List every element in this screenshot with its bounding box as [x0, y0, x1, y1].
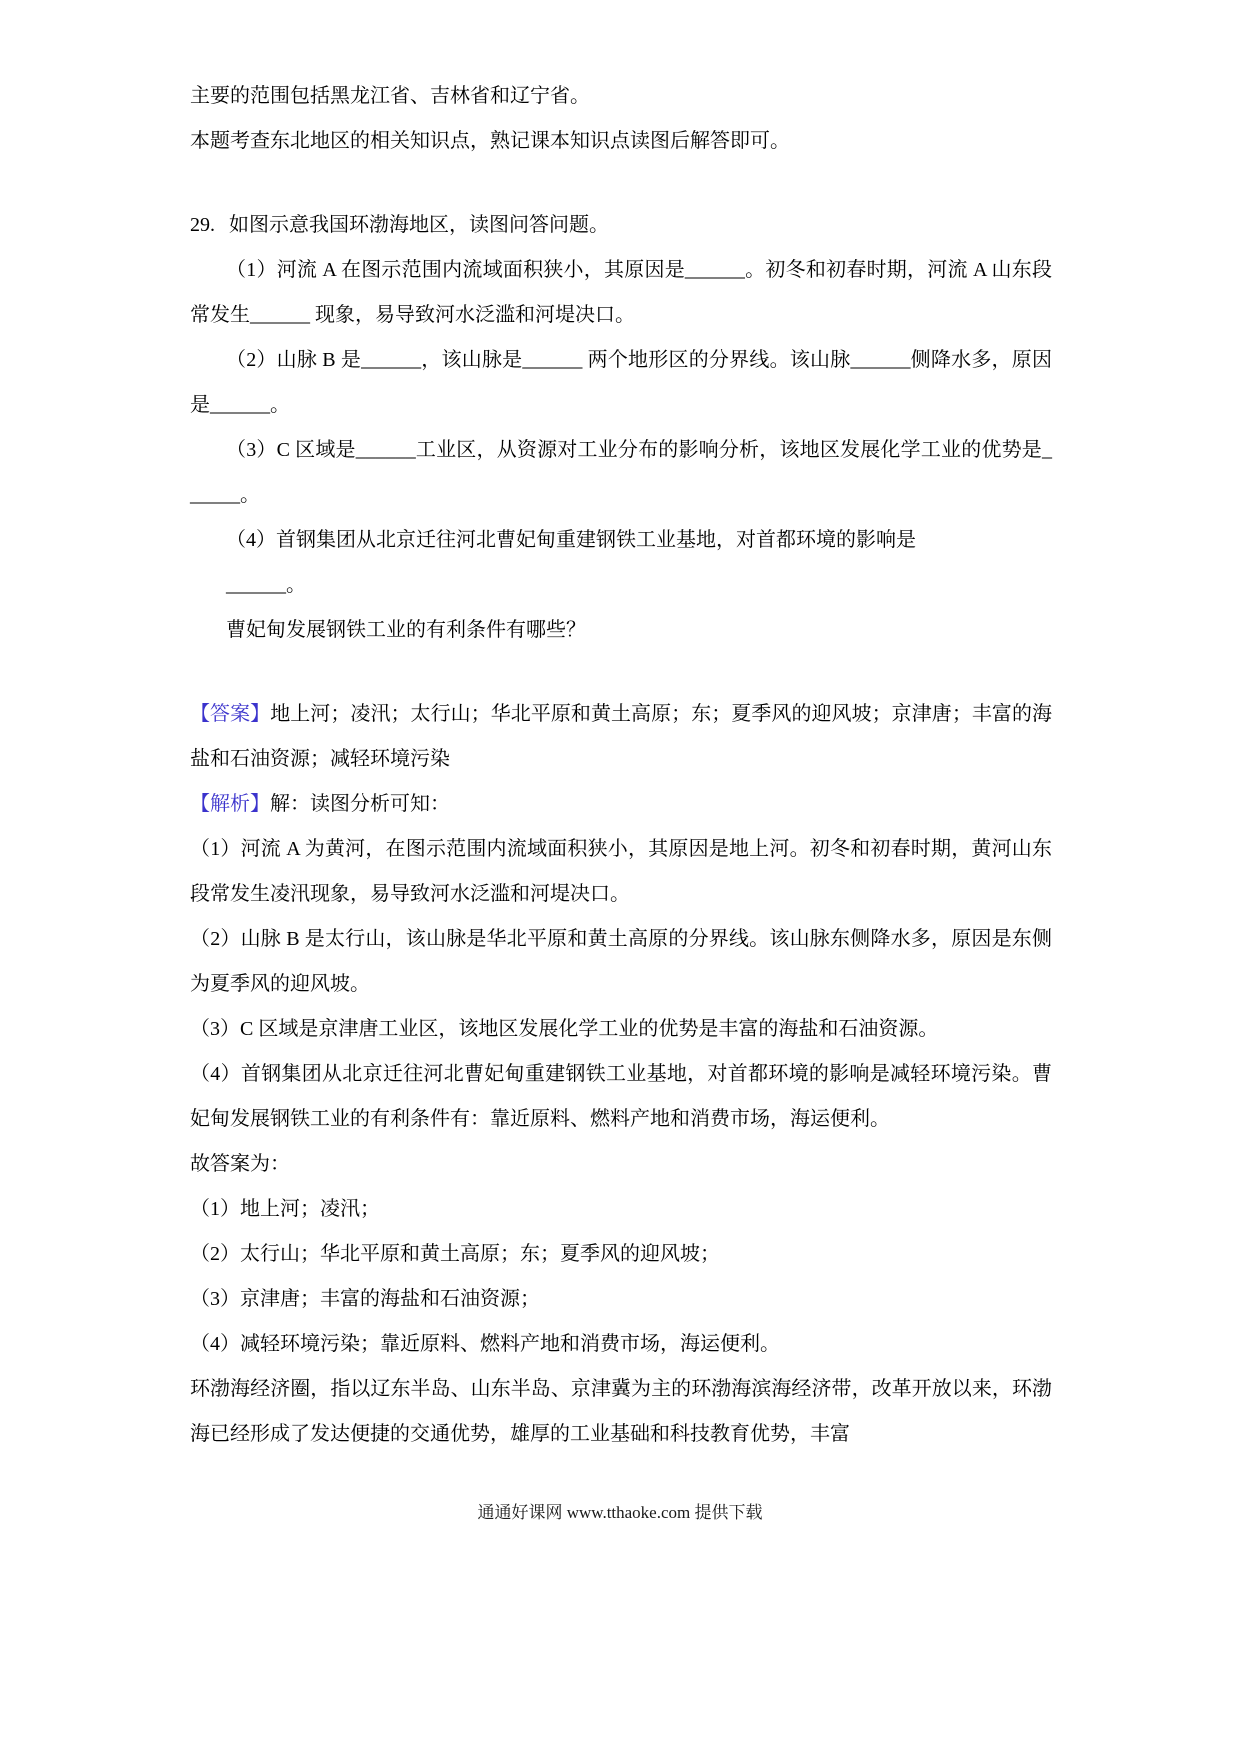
- answer-paragraph: [190, 692, 1052, 782]
- question-number: 29.: [190, 214, 215, 236]
- analysis-heading: [190, 782, 1052, 827]
- analysis-extension-paragraph: 环渤海经济圈，指以辽东半岛、山东半岛、京津冀为主的环渤海滨海经济带，改革开放以来，环渤海已经形成了发达便捷的交通优势，雄厚的工业基础和科技教育优势，丰富: [190, 1378, 1052, 1445]
- analysis-summary-heading: 故答案为：: [190, 1153, 290, 1175]
- question-part-1: （1）河流 A 在图示范围内流域面积狭小，其原因是______。初冬和初春时期，河流 A 山东段常发生______ 现象，易导致河水泛滥和河堤决口。: [190, 259, 1052, 326]
- analysis-paragraph-2: （2）山脉 B 是太行山，该山脉是华北平原和黄土高原的分界线。该山脉东侧降水多，原因是东侧为夏季风的迎风坡。: [190, 928, 1052, 995]
- question-part-2: （2）山脉 B 是______，该山脉是______ 两个地形区的分界线。该山脉______侧降水多，原因是______。: [190, 349, 1052, 416]
- question-part-3: （3）C 区域是______工业区，从资源对工业分布的影响分析，该地区发展化学工业的优势是______。: [190, 439, 1052, 506]
- question-29-heading: [190, 203, 1052, 248]
- analysis-intro: 解：读图分析可知：: [270, 793, 450, 815]
- prev-answer-note-line: 主要的范围包括黑龙江省、吉林省和辽宁省。: [190, 85, 590, 107]
- question-part-4-subquestion: 曹妃甸发展钢铁工业的有利条件有哪些？: [226, 619, 586, 641]
- page-footer: 通通好课网 www.tthaoke.com 提供下载: [477, 1503, 763, 1522]
- analysis-paragraph-1: （1）河流 A 为黄河，在图示范围内流域面积狭小，其原因是地上河。初冬和初春时期，黄河山东段常发生凌汛现象，易导致河水泛滥和河堤决口。: [190, 838, 1052, 905]
- analysis-summary-item-1: （1）地上河；凌汛；: [190, 1198, 380, 1220]
- analysis-summary-item-4: （4）减轻环境污染；靠近原料、燃料产地和消费市场，海运便利。: [190, 1333, 780, 1355]
- analysis-summary-item-2: （2）太行山；华北平原和黄土高原；东；夏季风的迎风坡；: [190, 1243, 720, 1265]
- question-part-4-blank-line: ______。: [226, 574, 306, 596]
- answer-label: 【答案】: [190, 703, 271, 725]
- question-stem: 如图示意我国环渤海地区，读图问答问题。: [229, 214, 609, 236]
- analysis-paragraph-3: （3）C 区域是京津唐工业区，该地区发展化学工业的优势是丰富的海盐和石油资源。: [190, 1018, 939, 1040]
- analysis-paragraph-4: （4）首钢集团从北京迁往河北曹妃甸重建钢铁工业基地，对首都环境的影响是减轻环境污染。曹妃甸发展钢铁工业的有利条件有：靠近原料、燃料产地和消费市场，海运便利。: [190, 1063, 1052, 1130]
- analysis-summary-item-3: （3）京津唐；丰富的海盐和石油资源；: [190, 1288, 540, 1310]
- prev-analysis-note-line: 本题考查东北地区的相关知识点，熟记课本知识点读图后解答即可。: [190, 130, 790, 152]
- answer-text: 地上河；凌汛；太行山；华北平原和黄土高原；东；夏季风的迎风坡；京津唐；丰富的海盐和石油资源；减轻环境污染: [190, 703, 1053, 770]
- analysis-label: 【解析】: [190, 793, 270, 815]
- question-part-4: （4）首钢集团从北京迁往河北曹妃甸重建钢铁工业基地，对首都环境的影响是: [226, 529, 916, 551]
